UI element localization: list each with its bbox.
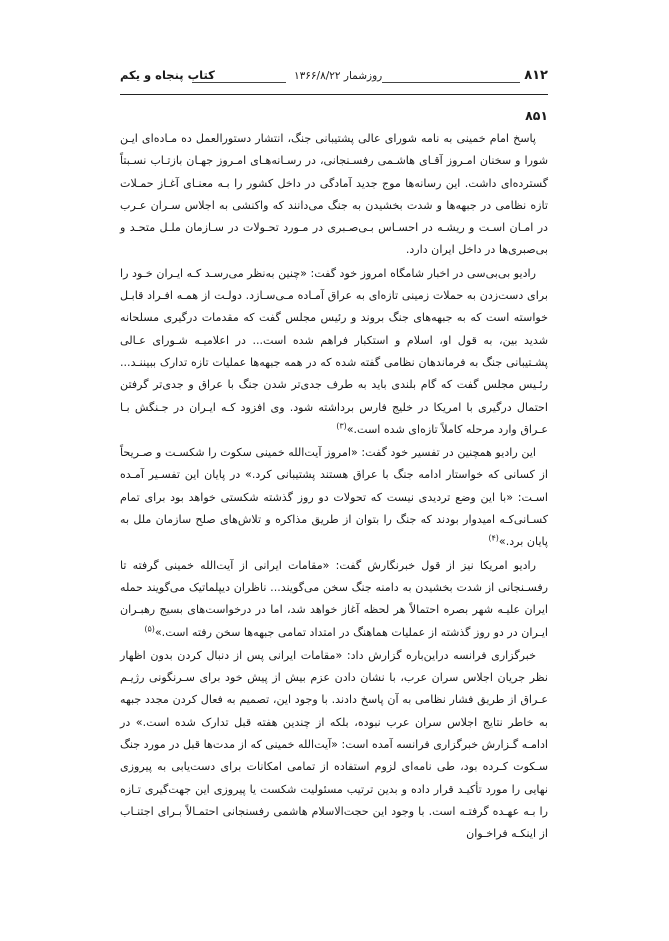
entry-body — [120, 106, 548, 847]
diary-date: ۱۳۶۶/۸/۲۲ — [294, 70, 341, 82]
paragraph — [120, 442, 548, 553]
header-divider — [120, 94, 548, 95]
diary-label: روزشمار — [343, 70, 383, 82]
header-rule-left — [192, 82, 286, 83]
footnote-ref: (۳) — [336, 421, 347, 431]
paragraph — [120, 263, 548, 441]
footnote-ref: (۵) — [144, 623, 155, 633]
paragraph — [120, 555, 548, 644]
footnote-ref: (۴) — [488, 533, 499, 543]
page-number: ۸۱۲ — [524, 68, 548, 83]
paragraph — [120, 645, 548, 846]
paragraph — [120, 128, 548, 262]
paragraph-text: پاسخ امام خمینی به نامه شورای عالی پشتیبانی جنگ، انتشار دستورالعمل ده مـاده‌ای ایـن شورا و سخنان امـروز آقـای هاشـمی رفسـنجانی، در رسـانه‌هـای امـروز جهـان بازتـاب نسـبتاً گسترده‌ای داشت. این رسانه‌ها موج جدید آمادگی در داخل کشور را بـه معنـای آغـاز حمـلات تازه نظامی در جبهه‌ها و شدت بخشیدن به جنگ می‌دانند که واکنشی به اجلاس سـران عـرب در امـان اسـت و ریشـه در احسـاس بـی‌صـبری در مـورد تحـولات در سـازمان ملـل متحـد و بی‌صبری‌ها در داخل ایران دارد. — [120, 132, 548, 257]
paragraph-text: رادیو امریکا نیز از قول خبرنگارش گفت: «مقامات ایرانی از آیت‌الله خمینی گرفته تا رفسـنجانی از شدت بخشیدن به دامنه جنگ سخن می‌گویند... ناظران دیپلماتیک می‌گویند حمله ایران علیـه شهر بصره احتمالاً هر لحظه آغاز خواهد شد، اما در درخواست‌های بسیج رهبـران ایـران در دو روز گذشته از عملیات هماهنگ در امتداد تمامی جبهه‌ها سخن رفته است.» — [120, 558, 548, 639]
page-header — [120, 66, 548, 90]
paragraph-text: رادیو بی‌بی‌سی در اخبار شامگاه امروز خود گفت: «چنین به‌نظر می‌رسـد کـه ایـران خـود را برای دست‌زدن به حملات زمینی تازه‌ای به عراق آمـاده مـی‌سـازد. دولـت از همـه افـراد قابـل خواسته است که به جبهه‌های جنگ بروند و رئیس مجلس گفت که مقدمات درگیری مسلحانه شدید بین، به قول او، اسلام و استکبار فراهم شده است... در اعلامیـه شـورای عـالی پشـتیبانی جنگ به فرماندهان نظامی گفته شده که در همه جبهه‌ها عملیات تازه تدارک ببیننـد... رئـیس مجلس گفت که گام بلندی باید به طرف جدی‌تر شدن جنگ با عراق و جدی‌تر گرفتن احتمال درگیری با امریکا در خلیج فارس برداشته شود. وی افزود کـه ایـران در جـنگش بـا عـراق وارد مرحله کاملاً تازه‌ای شده است.» — [120, 266, 548, 436]
header-diary — [288, 70, 382, 82]
book-title: کتاب پنجاه و یکم — [120, 68, 215, 82]
paragraph-text: خبرگزاری فرانسه دراین‌باره گزارش داد: «مقامات ایرانی پس از دنبال کردن بدون اظهار نظر جریان اجلاس سران عرب، با نشان دادن عزم بیش از پیش خود برای سـرنگونی رژیـم عـراق از طریق فشار نظامی به آن پاسخ دادند. با وجود این، تصمیم به فعال کردن مجدد جبهه به خاطر نتایج اجلاس سران عرب نبوده، بلکه از چندین هفته قبل تدارک شده است.» در ادامـه گـزارش خبرگزاری فرانسه آمده است: «آیت‌الله خمینی که از مدت‌ها قبل در مورد جنگ سـکوت کـرده بود، طی نامه‌ای لزوم استفاده از تمامی امکانات برای دست‌یابی به پیروزی نهایی را مورد تأکیـد قرار داده و بدین ترتیب مسئولیت شکست یا پیروزی این جهت‌گیری تـازه را بـه عهـده گرفتـه است. با وجود این حجت‌الاسلام هاشمی رفسنجانی احتمـالاً بـرای اجتنـاب از اینکـه فراخـوان — [120, 648, 548, 841]
paragraph-text: این رادیو همچنین در تفسیر خود گفت: «امروز آیت‌الله خمینی سکوت را شکسـت و صـریحاً از کسانی که خواستار ادامه جنگ با عراق هستند پشتیبانی کرد.» در پایان این تفسـیر آمـده اسـت: «با این وضع تردیدی نیست که تحولات دو روز گذشته شکستی خواهد بود برای تمام کسـانی‌کـه امیدوار بودند که جنگ را بتوان از طریق مذاکره و تلاش‌های صلح سازمان ملل به پایان برد.» — [120, 446, 548, 549]
header-rule-right — [382, 82, 520, 83]
entry-number: ۸۵۱ — [525, 108, 548, 123]
